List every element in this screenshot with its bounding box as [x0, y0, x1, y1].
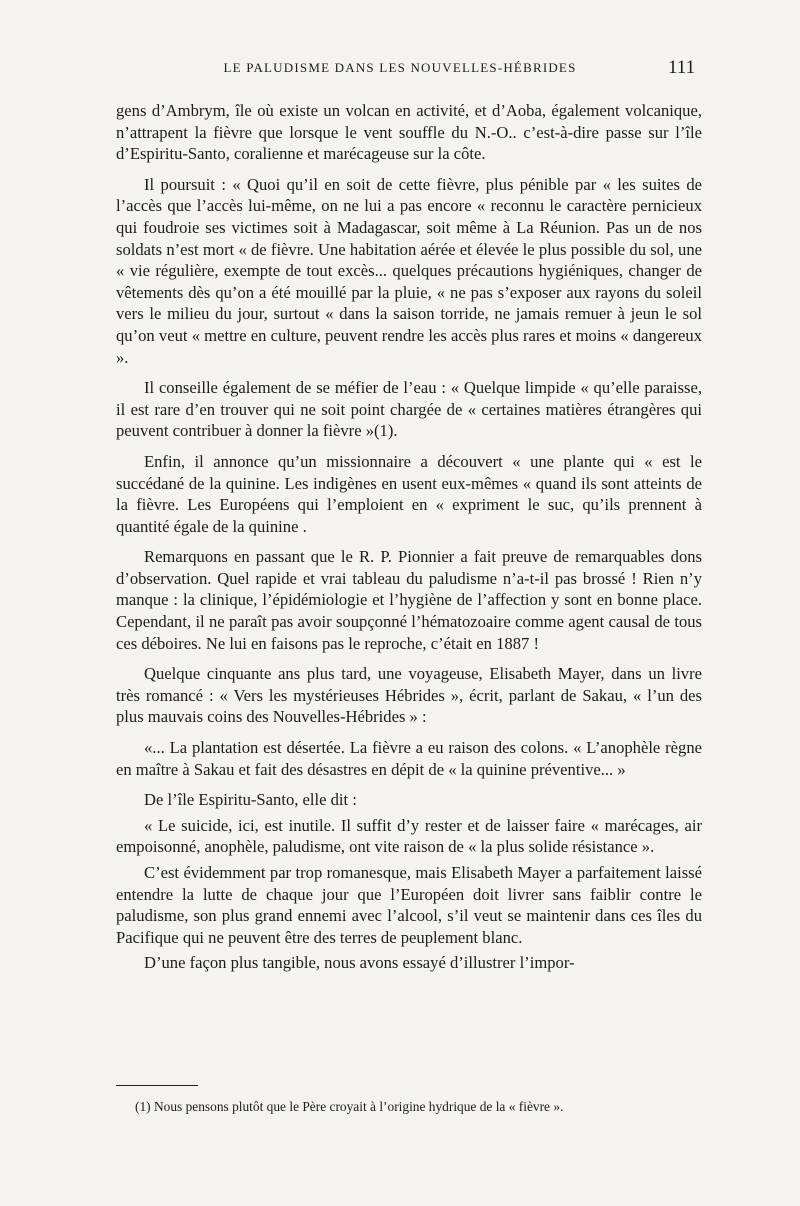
paragraph-10: C’est évidemment par trop romanesque, mais Elisabeth Mayer a parfaitement laissé entendre la lutte de chaque jour que l’Européen doit livrer sans faiblir contre le paludisme, son plus grand ennemi avec l’alcool, s’il veut se maintenir dans ces îles du Pacifique qui ne peuvent être des terres de peuplement blanc. — [116, 863, 702, 947]
paragraph-6: Quelque cinquante ans plus tard, une voyageuse, Elisabeth Mayer, dans un livre très romancé : « Vers les mystérieuses Hébrides », écrit, parlant de Sakau, « l’un des plus mauvais coins des Nouvelles-Hébrides » : — [116, 664, 702, 727]
paragraph-1: gens d’Ambrym, île où existe un volcan en activité, et d’Aoba, également volcanique, n’attrapent la fièvre que lorsque le vent souffle du N.-O.. c’est-à-dire passe sur l’île d’Espiritu-Santo, coralienne et marécageuse sur la côte. — [116, 101, 702, 164]
paragraph-3: Il conseille également de se méfier de l’eau : « Quelque limpide « qu’elle paraisse, il est rare d’en trouver qui ne soit point chargée de « certaines matières étrangères qui peuvent contribuer à donner la fièvre »(1). — [116, 378, 702, 441]
paragraph-9: « Le suicide, ici, est inutile. Il suffit d’y rester et de laisser faire « marécages, air empoisonné, anophèle, paludisme, ont vite raison de « la plus solide résistance ». — [116, 815, 702, 857]
paragraph-4: Enfin, il annonce qu’un missionnaire a découvert « une plante qui « est le succédané de la quinine. Les indigènes en usent eux-mêmes « quand ils sont atteints de la fièvre. Les Européens qui l’emploient en « expriment le suc, qu’ils prennent à quantité égale de la quinine . — [116, 451, 702, 536]
page-number: 111 — [668, 57, 696, 78]
paragraph-8: De l’île Espiritu-Santo, elle dit : — [144, 790, 357, 810]
footnote-divider — [116, 1085, 198, 1086]
body-text — [116, 100, 702, 983]
paragraph-11: D’une façon plus tangible, nous avons essayé d’illustrer l’impor- — [144, 953, 575, 973]
paragraph-5: Remarquons en passant que le R. P. Pionnier a fait preuve de remarquables dons d’observation. Quel rapide et vrai tableau du paludisme n’a-t-il pas brossé ! Rien n’y manque : la clinique, l’épidémiologie et l’hygiène de l’affection y sont en bonne place. Cependant, il ne paraît pas avoir soupçonné l’hématozoaire comme agent causal de tous ces déboires. Ne lui en faisons pas le reproche, c’était en 1887 ! — [116, 547, 702, 653]
footnote: (1) Nous pensons plutôt que le Père croyait à l’origine hydrique de la « fièvre ». — [135, 1099, 564, 1114]
paragraph-2: Il poursuit : « Quoi qu’il en soit de cette fièvre, plus pénible par « les suites de l’accès que l’accès lui-même, on ne lui a pas encore « reconnu le caractère pernicieux qui foudroie ses victimes soit à Madagascar, soit même à La Réunion. Pas un de nos soldats n’est mort « de fièvre. Une habitation aérée et élevée le plus possible du sol, une « vie régulière, exempte de tout excès... quelques précautions hygiéniques, changer de vêtements dès qu’on a été mouillé par la pluie, « ne pas s’exposer aux rayons du soleil vers le milieu du jour, surtout « dans la saison torride, ne jamais remuer à jeun le sol qu’on veut « mettre en culture, peuvent rendre les accès plus rares et moins « dangereux ». — [116, 174, 702, 367]
paragraph-7: «... La plantation est désertée. La fièvre a eu raison des colons. « L’anophèle règne en maître à Sakau et fait des désastres en dépit de « la quinine préventive... » — [116, 738, 702, 779]
running-title: LE PALUDISME DANS LES NOUVELLES-HÉBRIDES — [223, 60, 577, 75]
